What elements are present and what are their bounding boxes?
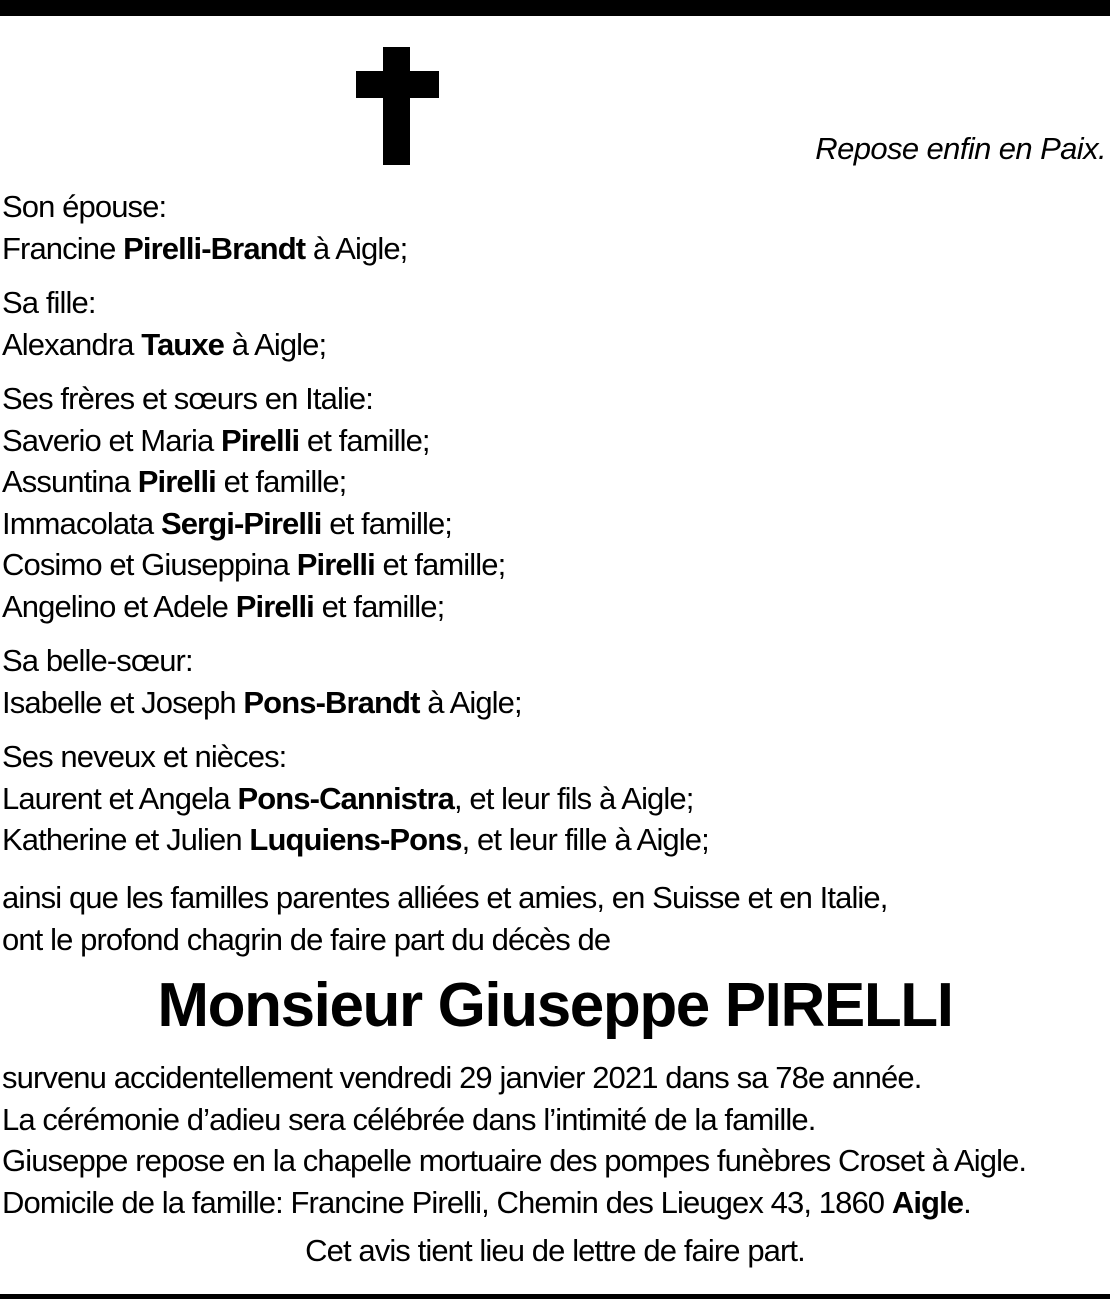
member-surname: Pons-Cannistra xyxy=(237,780,454,816)
member-surname: Sergi-Pirelli xyxy=(160,505,322,541)
family-member: Saverio et Maria Pirelli et famille; xyxy=(2,422,430,458)
details-line: Giuseppe repose en la chapelle mortuaire des pompes funèbres Croset à Aigle. xyxy=(2,1143,1027,1178)
cross-icon xyxy=(356,47,439,165)
member-surname: Luquiens-Pons xyxy=(249,822,462,857)
details-line: Domicile de la famille: Francine Pirelli, Chemin des Lieugex 43, 1860 Aigle. xyxy=(2,1184,971,1220)
family-group xyxy=(2,282,1107,365)
group-heading: Sa fille: xyxy=(2,285,96,320)
member-surname: Pirelli xyxy=(137,464,216,499)
closing-note: Cet avis tient lieu de lettre de faire part. xyxy=(305,1233,805,1268)
member-surname: Pirelli xyxy=(296,547,375,582)
family-group xyxy=(2,186,1107,269)
member-surname: Pirelli xyxy=(235,588,314,624)
details-line: survenu accidentellement vendredi 29 janvier 2021 dans sa 78e année. xyxy=(2,1060,922,1095)
family-member: Francine Pirelli-Brandt à Aigle; xyxy=(2,230,408,266)
member-surname: Pirelli xyxy=(221,422,300,458)
member-surname: Tauxe xyxy=(141,326,225,362)
intro-line: ont le profond chagrin de faire part du décès de xyxy=(2,921,611,957)
family-member: Cosimo et Giuseppina Pirelli et famille; xyxy=(2,547,506,582)
family-list xyxy=(2,186,1107,861)
family-group xyxy=(2,640,1107,723)
intro-line: ainsi que les familles parentes alliées et amies, en Suisse et en Italie, xyxy=(2,880,888,915)
group-heading: Sa belle-sœur: xyxy=(2,643,193,678)
motto: Repose enfin en Paix. xyxy=(815,131,1106,166)
group-heading: Ses neveux et nièces: xyxy=(2,739,287,774)
deceased-name: Monsieur Giuseppe PIRELLI xyxy=(157,971,953,1040)
group-heading: Ses frères et sœurs en Italie: xyxy=(2,381,373,416)
family-member: Laurent et Angela Pons-Cannistra, et leur fils à Aigle; xyxy=(2,780,694,816)
family-member: Alexandra Tauxe à Aigle; xyxy=(2,326,327,362)
bottom-border-rule xyxy=(0,1294,1110,1299)
details-text xyxy=(2,1057,1107,1223)
family-group xyxy=(2,378,1107,627)
top-border-rule xyxy=(0,0,1110,16)
member-surname: Pirelli-Brandt xyxy=(123,230,306,266)
family-member: Isabelle et Joseph Pons-Brandt à Aigle; xyxy=(2,684,522,720)
member-surname: Pons-Brandt xyxy=(243,684,420,720)
family-member: Assuntina Pirelli et famille; xyxy=(2,464,347,499)
intro-text xyxy=(2,877,1107,960)
family-member: Katherine et Julien Luquiens-Pons, et leur fille à Aigle; xyxy=(2,822,709,857)
family-member: Angelino et Adele Pirelli et famille; xyxy=(2,588,445,624)
family-group xyxy=(2,736,1107,861)
family-member: Immacolata Sergi-Pirelli et famille; xyxy=(2,505,453,541)
details-line: La cérémonie d’adieu sera célébrée dans l’intimité de la famille. xyxy=(2,1101,816,1137)
group-heading: Son épouse: xyxy=(2,189,167,224)
